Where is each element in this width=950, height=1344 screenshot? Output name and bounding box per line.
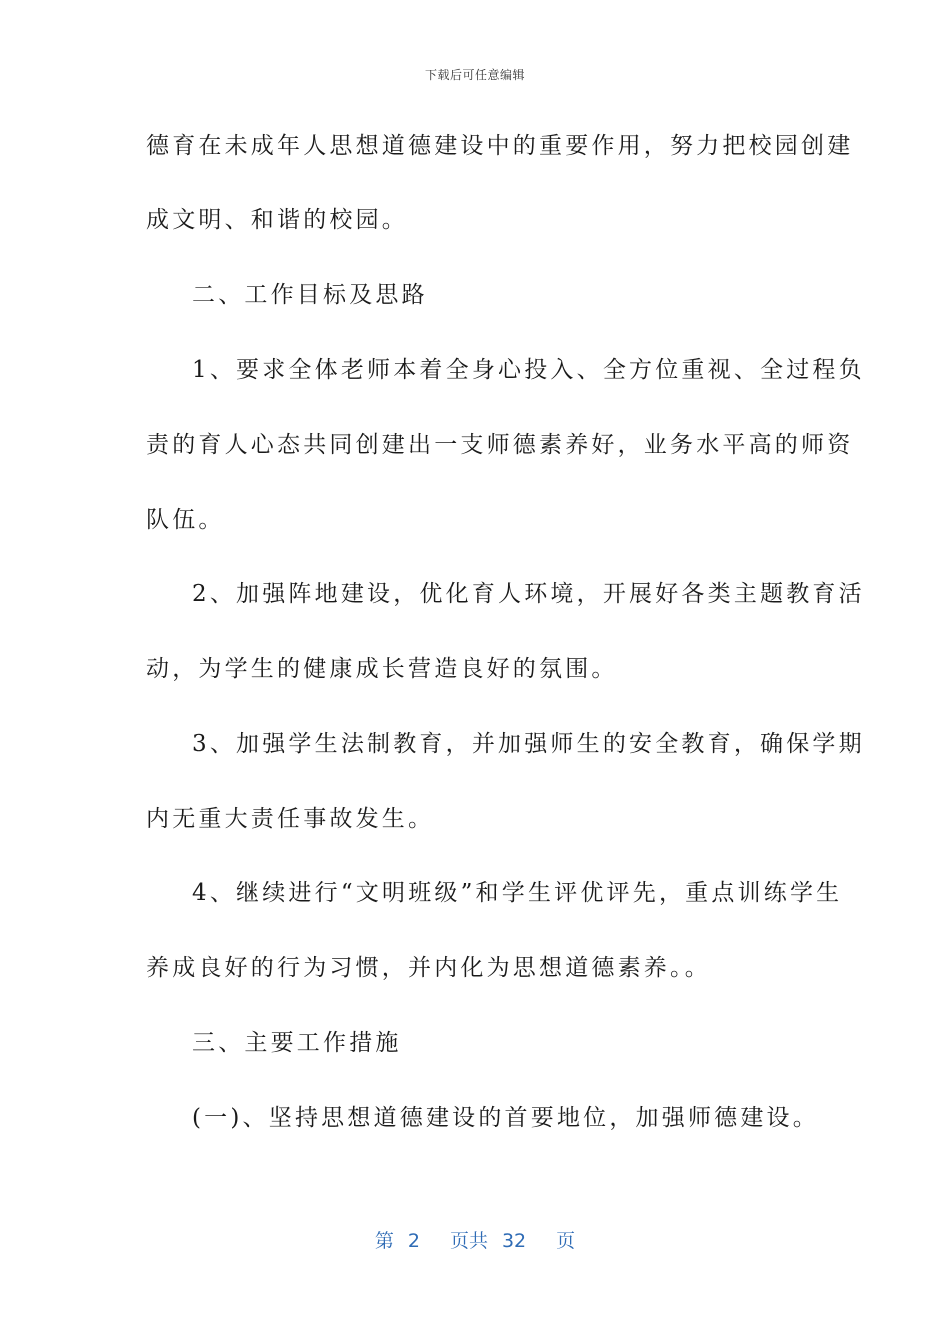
body-line: 动，为学生的健康成长营造良好的氛围。 [146,656,618,682]
body-line: 德育在未成年人思想道德建设中的重要作用，努力把校园创建 [146,133,854,159]
body-line: 责的育人心态共同创建出一支师德素养好，业务水平高的师资 [146,432,854,458]
page-middle: 页共 [449,1230,488,1252]
current-page-number: 2 [407,1230,420,1252]
body-line: 成文明、和谐的校园。 [146,207,408,233]
body-line: 4、继续进行“文明班级”和学生评优评先，重点训练学生 [192,880,843,906]
body-line: 3、加强学生法制教育，并加强师生的安全教育，确保学期 [192,731,865,757]
total-pages-number: 32 [501,1230,527,1252]
section-heading: 二、工作目标及思路 [192,282,428,308]
body-line: 队伍。 [146,507,225,533]
header-note: 下载后可任意编辑 [424,68,525,82]
page-number-footer [0,1226,950,1253]
subsection-heading: (一)、坚持思想道德建设的首要地位，加强师德建设。 [192,1105,819,1131]
body-line: 1、要求全体老师本着全身心投入、全方位重视、全过程负 [192,357,865,383]
body-line: 2、加强阵地建设，优化育人环境，开展好各类主题教育活 [192,581,865,607]
body-line: 内无重大责任事故发生。 [146,806,435,832]
section-heading: 三、主要工作措施 [192,1030,402,1056]
body-line: 养成良好的行为习惯，并内化为思想道德素养。。 [146,955,711,981]
page-prefix: 第 [374,1230,394,1252]
page-suffix: 页 [556,1230,576,1252]
